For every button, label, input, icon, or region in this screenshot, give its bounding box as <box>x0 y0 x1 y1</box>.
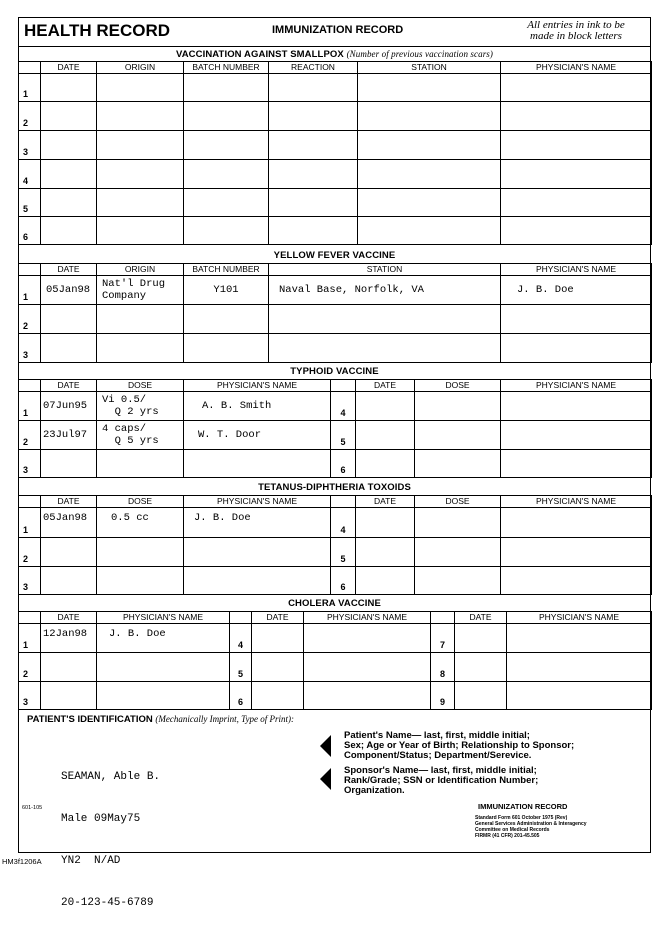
col-batch-number: BATCH NUMBER <box>184 62 269 74</box>
typhoid-section-title: TYPHOID VACCINE <box>290 366 379 377</box>
table-row: 3 6 <box>19 567 652 595</box>
tetanus-section-title: TETANUS-DIPHTHERIA TOXOIDS <box>258 482 411 493</box>
table-row: 2 23Jul97 4 caps/ Q 5 yrs W. T. Door 5 <box>19 421 652 450</box>
arrow-left-icon <box>320 768 331 790</box>
table-row: 2 5 8 <box>19 653 652 682</box>
arrow-left-icon <box>320 735 331 757</box>
smallpox-section-title: VACCINATION AGAINST SMALLPOX (Number of previous vaccination scars) <box>19 46 650 61</box>
table-row: 3 6 <box>19 450 652 478</box>
col-reaction: REACTION <box>269 62 358 74</box>
image-id: HM3f1206A <box>2 857 42 866</box>
ink-instructions: All entries in ink to be made in block letters <box>527 19 625 42</box>
table-row: 2 5 <box>19 538 652 567</box>
cholera-section-title: CHOLERA VACCINE <box>288 598 381 609</box>
table-row: 4 <box>19 160 652 189</box>
form-code: 601-105 <box>22 805 43 811</box>
table-row: 6 <box>19 217 652 245</box>
patient-identification-label: PATIENT'S IDENTIFICATION (Mechanically Imprint, Type of Print): <box>27 714 294 725</box>
col-origin: ORIGIN <box>97 62 184 74</box>
table-row: 1 12Jan98 J. B. Doe 4 7 <box>19 624 652 653</box>
tetanus-table: DATE DOSE PHYSICIAN'S NAME DATE DOSE PHYSICIAN'S NAME 1 05Jan98 0.5 cc J. B. Doe 4 2 5 3 6 <box>18 495 652 595</box>
cholera-table: DATE PHYSICIAN'S NAME DATE PHYSICIAN'S NAME DATE PHYSICIAN'S NAME 1 12Jan98 J. B. Doe 4 7 2 5 8 3 6 9 <box>18 611 652 710</box>
footer-form-info: Standard Form 601 October 1975 (Rev) General Services Administration & Interagency Committee on Medical Records FIRMR (41 CFR) 201-45.505 <box>475 815 587 839</box>
table-row: 1 05Jan98 Nat'l Drug Company Y101 Naval Base, Norfolk, VA J. B. Doe <box>19 276 652 305</box>
table-row: 3 <box>19 131 652 160</box>
col-station: STATION <box>358 62 501 74</box>
patient-name-prompt: Patient's Name— last, first, middle initial; Sex; Age or Year of Birth; Relationship to Sponsor; Component/Status; Department/Serevice. <box>344 730 575 761</box>
table-row: 1 05Jan98 0.5 cc J. B. Doe 4 <box>19 508 652 538</box>
col-physician-name: PHYSICIAN'S NAME <box>501 62 652 74</box>
table-row: 5 <box>19 189 652 217</box>
table-row: 2 <box>19 102 652 131</box>
yellow-fever-table: DATE ORIGIN BATCH NUMBER STATION PHYSICIAN'S NAME 1 05Jan98 Nat'l Drug Company Y101 Naval Base, Norfolk, VA J. B. Doe 2 3 <box>18 263 652 363</box>
form-title: HEALTH RECORD <box>24 21 171 40</box>
footer-form-title: IMMUNIZATION RECORD <box>478 802 568 811</box>
table-row: 3 6 9 <box>19 682 652 710</box>
table-row: 3 <box>19 334 652 363</box>
table-row: 2 <box>19 305 652 334</box>
sponsor-name-prompt: Sponsor's Name— last, first, middle initial; Rank/Grade; SSN or Identification Number; Organization. <box>344 765 539 796</box>
smallpox-table <box>18 61 652 245</box>
col-date: DATE <box>41 62 97 74</box>
table-row: 1 <box>19 74 652 102</box>
typhoid-table: DATE DOSE PHYSICIAN'S NAME DATE DOSE PHYSICIAN'S NAME 1 07Jun95 Vi 0.5/ Q 2 yrs A. B. Smith 4 2 23Jul97 4 caps/ Q 5 yrs W. T. Door 5 3 6 <box>18 379 652 478</box>
form-subtitle: IMMUNIZATION RECORD <box>272 24 404 36</box>
table-row: 1 07Jun95 Vi 0.5/ Q 2 yrs A. B. Smith 4 <box>19 392 652 421</box>
yellow-fever-section-title: YELLOW FEVER VACCINE <box>273 250 396 261</box>
patient-imprint: SEAMAN, Able B. Male 09May75 YN2 N/AD 20-123-45-6789 <box>61 771 161 909</box>
